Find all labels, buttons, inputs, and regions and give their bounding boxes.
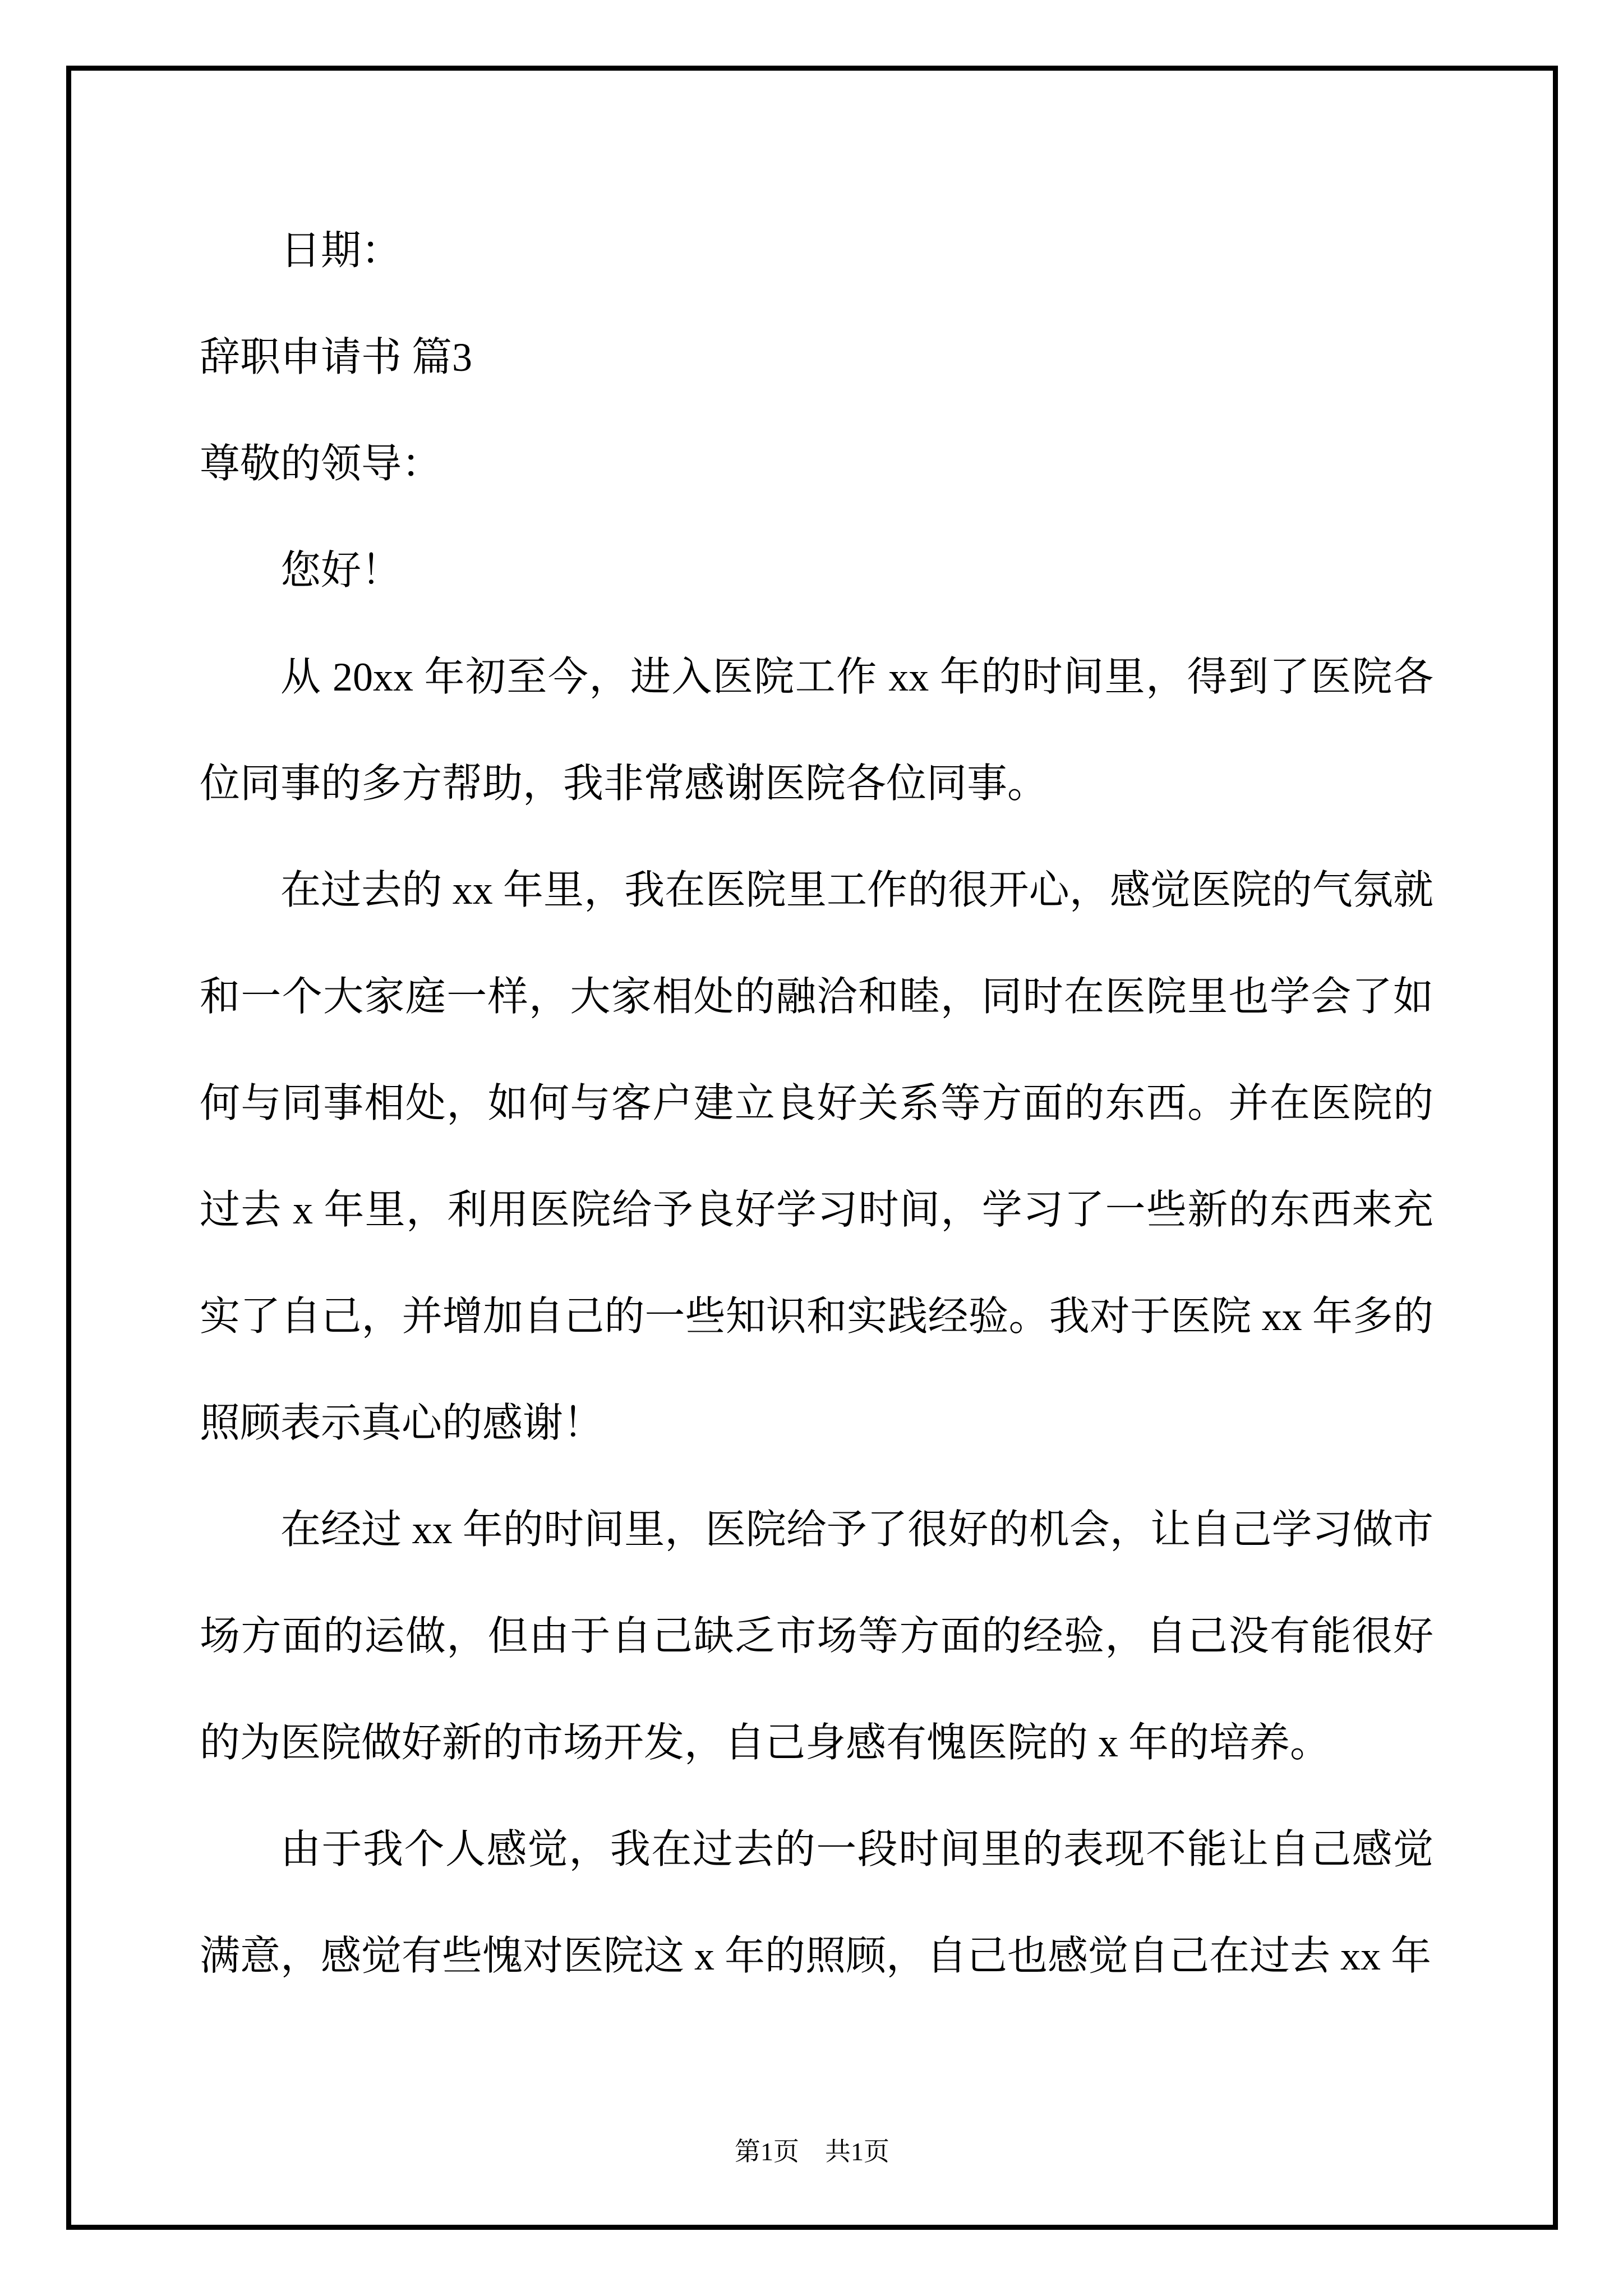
page-number-footer: 第1页 共1页 <box>735 2137 889 2166</box>
body-paragraph-4: 由于我个人感觉，我在过去的一段时间里的表现不能让自己感觉满意，感觉有些愧对医院这 x 年的照顾，自己也感觉自己在过去 xx 年 <box>200 1827 1433 1978</box>
body-paragraph-3: 在经过 xx 年的时间里，医院给予了很好的机会，让自己学习做市场方面的运做，但由于自己缺乏市场等方面的经验，自己没有能很好的为医院做好新的市场开发，自己身感有愧医院的 x 年的培养。 <box>200 1507 1433 1765</box>
page-border-frame <box>66 66 1558 2230</box>
date-line: 日期： <box>280 228 402 273</box>
greeting-line: 您好！ <box>280 548 402 593</box>
salutation-line: 尊敬的领导： <box>200 441 442 486</box>
body-paragraph-2: 在过去的 xx 年里，我在医院里工作的很开心，感觉医院的气氛就和一个大家庭一样，大家相处的融洽和睦，同时在医院里也学会了如何与同事相处，如何与客户建立良好关系等方面的东西。并在医院的过去 x 年里，利用医院给予良好学习时间，学习了一些新的东西来充实了自己，并增加自己的一些知识和实践经验。我对于医院 xx 年多的照顾表示真心的感谢！ <box>200 868 1433 1446</box>
doc-title: 辞职申请书 篇3 <box>200 335 473 380</box>
body-paragraph-1: 从 20xx 年初至今，进入医院工作 xx 年的时间里，得到了医院各位同事的多方帮助，我非常感谢医院各位同事。 <box>200 655 1433 806</box>
